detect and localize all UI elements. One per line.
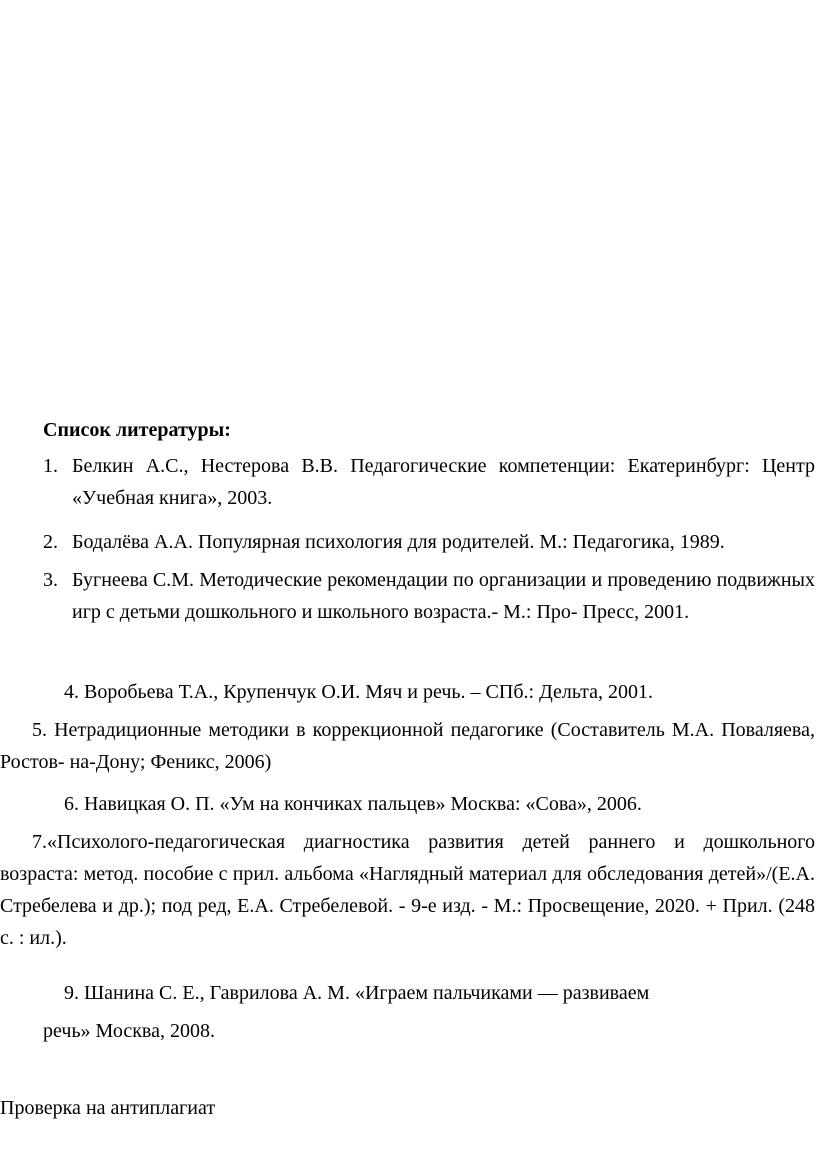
reference-number: 3. (43, 569, 58, 591)
reference-number: 1. (43, 455, 58, 477)
reference-number: 2. (43, 531, 58, 553)
reference-item-3 (43, 564, 815, 628)
reference-item-6: 6. Навицкая О. П. «Ум на кончиках пальцев» Москва: «Сова», 2006. (64, 793, 642, 815)
reference-item-1 (43, 450, 815, 514)
reference-item-4: 4. Воробьева Т.А., Крупенчук О.И. Мяч и речь. – СПб.: Дельта, 2001. (64, 681, 654, 703)
reference-text: Белкин А.С., Нестерова В.В. Педагогические компетенции: Екатеринбург: Центр «Учебная книга», 2003. (72, 455, 815, 509)
reference-text: Бугнеева С.М. Методические рекомендации по организации и проведению подвижных игр с детьми дошкольного и школьного возраста.- М.: Про- Пресс, 2001. (72, 569, 815, 623)
reference-item-5: 5. Нетрадиционные методики в коррекционной педагогике (Составитель М.А. Поваляева, Ростов- на-Дону; Феникс, 2006) (0, 719, 815, 773)
plagiarism-check-note: Проверка на антиплагиат (0, 1097, 216, 1119)
reference-item-9-line-2: речь» Москва, 2008. (43, 1020, 215, 1042)
reference-item-7: 7.«Психолого-педагогическая диагностика развития детей раннего и дошкольного возраста: метод. пособие с прил. альбома «Наглядный материал для обследования детей»/(Е.А. Стребелева и др.); под ред, Е.А. Стребелевой. - 9-е изд. - М.: Просвещение, 2020. + Прил. (248 с. : ил.). (0, 831, 815, 949)
reference-item-2 (43, 526, 815, 558)
reference-text: Бодалёва А.А. Популярная психология для родителей. М.: Педагогика, 1989. (72, 531, 725, 553)
bibliography-heading: Список литературы: (43, 419, 231, 441)
reference-item-9-line-1: 9. Шанина С. Е., Гаврилова А. М. «Играем пальчиками — развиваем (64, 982, 650, 1004)
